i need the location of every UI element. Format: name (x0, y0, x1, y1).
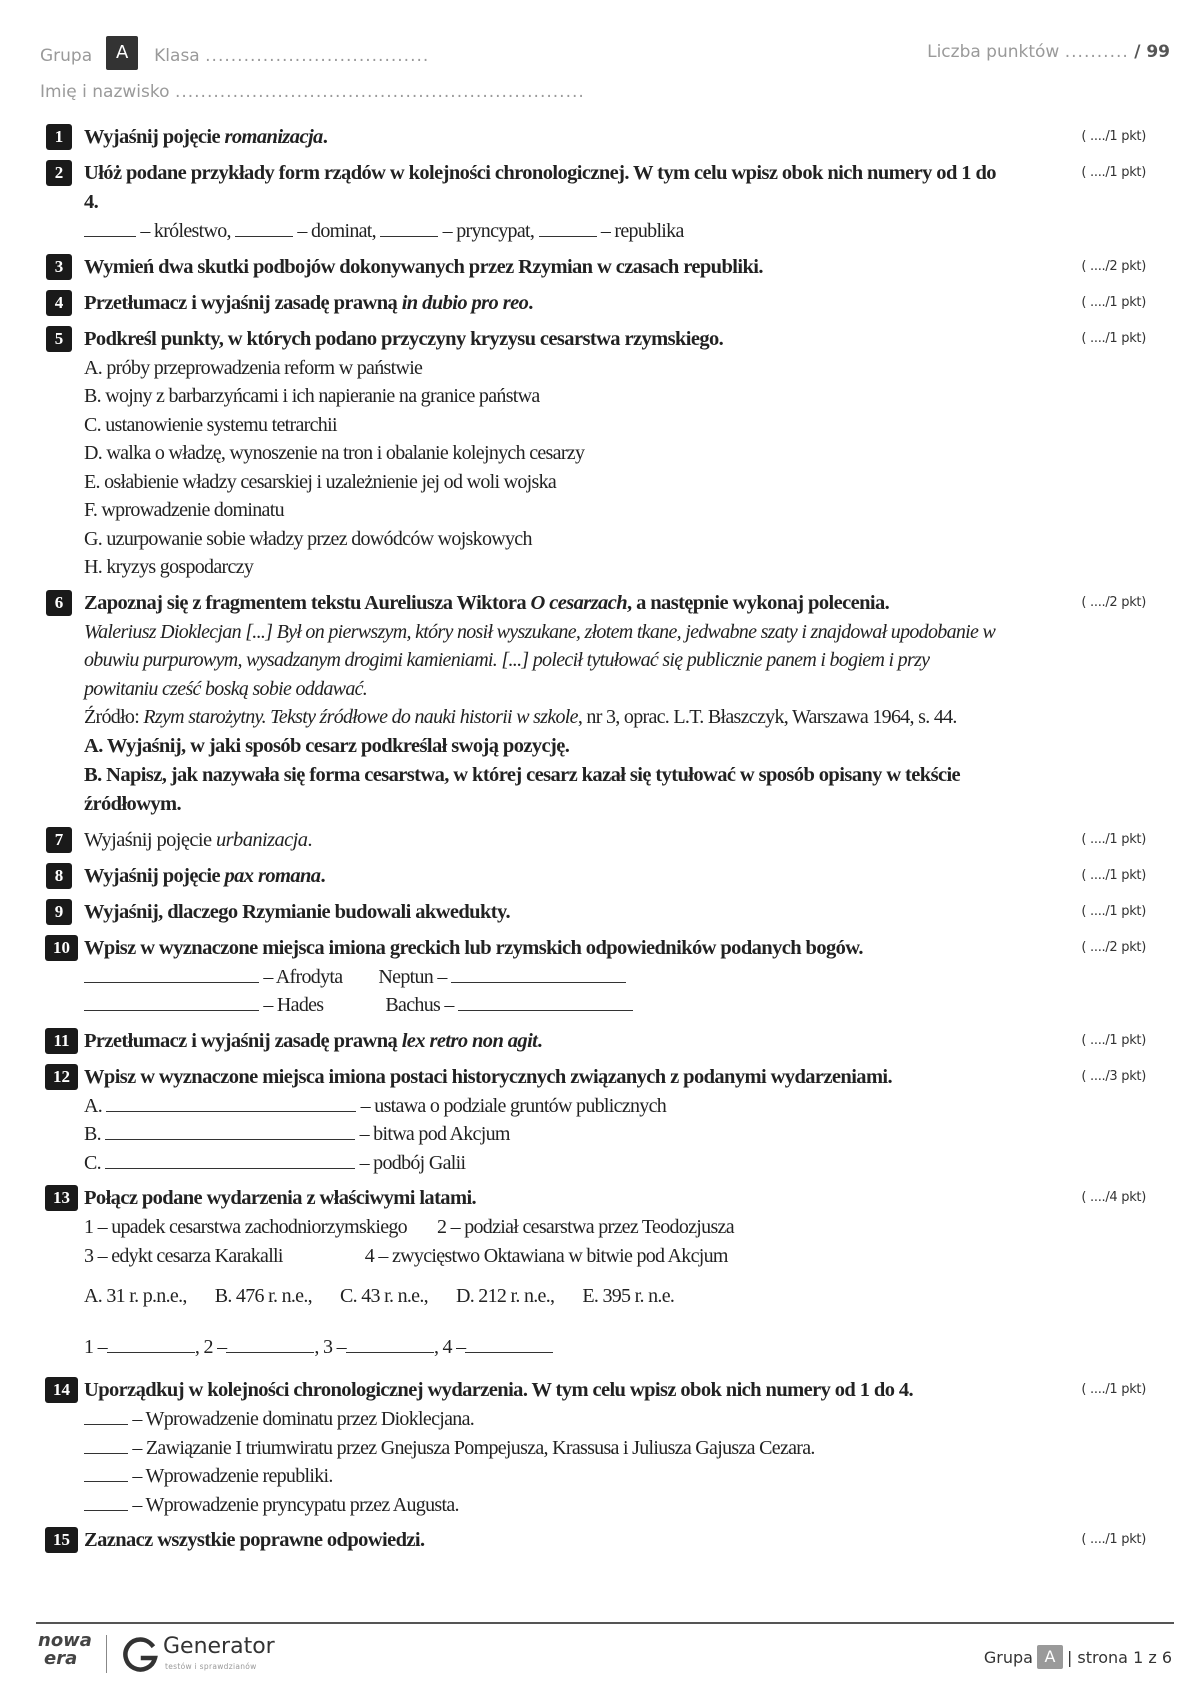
row-label: C. (84, 1151, 101, 1174)
task-number: 5 (46, 326, 72, 352)
task-question (84, 826, 1006, 855)
task-question: Połącz podane wydarzenia z właściwymi latami. (84, 1187, 477, 1209)
option-a[interactable]: A. próby przeprowadzenia reform w państwie (84, 356, 423, 379)
task-7 (46, 826, 1146, 855)
answer-row-2 (84, 991, 1006, 1020)
item-text: – Wprowadzenie pryncypatu przez Augusta. (132, 1493, 459, 1516)
subtask-b: B. Napisz, jak nazywała się forma cesarstwa, w której cesarz kazał się tytułować w sposób opisany w tekście źródłowym. (84, 763, 961, 815)
task-points: ( ..../1 pkt) (1081, 294, 1146, 310)
question-text: Zapoznaj się z fragmentem tekstu Aureliusza Wiktora (84, 591, 531, 614)
task-points: ( ..../1 pkt) (1081, 330, 1146, 346)
question-term: lex retro non agit (401, 1029, 538, 1052)
question-text-end: , a następnie wykonaj polecenia. (627, 591, 890, 614)
task-11 (46, 1027, 1146, 1056)
answer-blank[interactable] (84, 991, 259, 1011)
question-text: Przetłumacz i wyjaśnij zasadę prawną (84, 291, 402, 314)
answer-blank[interactable] (106, 1092, 356, 1112)
answer-line (84, 217, 1006, 246)
logo-separator (106, 1635, 107, 1673)
year-option: C. 43 r. n.e., (339, 1285, 428, 1307)
order-item (84, 1491, 1006, 1520)
answer-label: , 2 – (194, 1335, 227, 1358)
answer-label: 1 – (84, 1335, 107, 1358)
question-punct: . (307, 828, 312, 851)
answer-blank[interactable] (458, 991, 633, 1011)
god-name: Bachus – (385, 994, 454, 1016)
task-points: ( ..../1 pkt) (1081, 867, 1146, 883)
task-question: Zaznacz wszystkie poprawne odpowiedzi. (84, 1529, 425, 1551)
task-9 (46, 898, 1146, 927)
footer-group-badge: A (1037, 1645, 1063, 1669)
name-label: Imię i nazwisko (40, 82, 170, 102)
option-c[interactable]: C. ustanowienie systemu tetrarchii (84, 413, 337, 436)
answer-blank[interactable] (539, 217, 597, 237)
class-field[interactable]: ................................... (205, 46, 430, 66)
task-points: ( ..../1 pkt) (1081, 165, 1146, 180)
task-number: 9 (46, 899, 72, 925)
question-punct: . (537, 1029, 542, 1052)
answer-row-c (84, 1149, 1006, 1178)
task-8 (46, 862, 1146, 891)
task-4 (46, 289, 1146, 318)
generator-subtitle: testów i sprawdzianów (165, 1662, 257, 1671)
row-text: – bitwa pod Akcjum (359, 1123, 510, 1145)
question-text: Wyjaśnij pojęcie (84, 126, 225, 148)
answer-row-b (84, 1120, 1006, 1149)
task-question: Uporządkuj w kolejności chronologicznej wydarzenia. W tym celu wpisz obok nich numery od 1 do 4. (84, 1379, 914, 1401)
task-15 (46, 1526, 1146, 1555)
question-punct: . (320, 864, 325, 887)
question-punct: . (528, 291, 533, 314)
answer-blank[interactable] (346, 1333, 434, 1353)
citation-details: , nr 3, oprac. L.T. Błaszczyk, Warszawa 1964, s. 44. (577, 706, 957, 728)
task-question: Wpisz w wyznaczone miejsca imiona postaci historycznych związanych z podanymi wydarzeniami. (84, 1065, 893, 1088)
year-option: E. 395 r. n.e. (582, 1285, 675, 1307)
year-option: B. 476 r. n.e., (214, 1285, 312, 1307)
task-points: ( ..../4 pkt) (1081, 1190, 1146, 1205)
task-points: ( ..../1 pkt) (1081, 903, 1146, 919)
footer-divider (36, 1622, 1174, 1624)
name-field[interactable]: ................................................................ (174, 82, 585, 102)
task-question: Wyjaśnij, dlaczego Rzymianie budowali akwedukty. (84, 900, 511, 923)
item-text: – Wprowadzenie republiki. (132, 1465, 333, 1487)
logo-line-2: era (44, 1648, 78, 1669)
question-term: in dubio pro reo (401, 291, 529, 314)
event-text: 4 – zwycięstwo Oktawiana w bitwie pod Akcjum (364, 1244, 728, 1267)
group-badge: A (106, 36, 138, 70)
answer-row-1 (84, 963, 1006, 992)
answer-blank[interactable] (105, 1120, 355, 1140)
task-number: 13 (45, 1185, 78, 1211)
row-text: – ustawa o podziale gruntów publicznych (360, 1094, 667, 1117)
task-number: 11 (45, 1028, 78, 1054)
question-text: Wyjaśnij pojęcie (84, 864, 225, 887)
event-text: 3 – edykt cesarza Karakalli (84, 1244, 283, 1267)
year-option: D. 212 r. n.e., (455, 1285, 555, 1307)
task-number: 2 (46, 160, 72, 186)
answer-blank[interactable] (235, 217, 293, 237)
task-question (84, 589, 1006, 618)
points-label: Liczba punktów (927, 42, 1060, 62)
option-h[interactable]: H. kryzys gospodarczy (84, 556, 254, 578)
question-term: urbanizacja (216, 828, 308, 851)
answer-blank[interactable] (105, 1149, 355, 1169)
task-points: ( ..../1 pkt) (1081, 129, 1146, 144)
task-points: ( ..../1 pkt) (1081, 1032, 1146, 1048)
header-points (927, 42, 1170, 62)
task-3 (46, 253, 1146, 282)
god-name: Neptun – (378, 965, 447, 988)
task-points: ( ..../2 pkt) (1081, 939, 1146, 955)
page-number: | strona 1 z 6 (1066, 1647, 1172, 1667)
task-points: ( ..../1 pkt) (1081, 831, 1146, 847)
question-text: Przetłumacz i wyjaśnij zasadę prawną (84, 1029, 402, 1052)
order-item (84, 1462, 1006, 1491)
task-number: 6 (46, 590, 72, 616)
answer-blank[interactable] (84, 1491, 128, 1511)
task-2 (46, 159, 1146, 246)
item-text: – królestwo, (140, 220, 231, 242)
task-points: ( ..../2 pkt) (1081, 594, 1146, 610)
answer-label: , 4 – (433, 1335, 466, 1358)
task-question: Wpisz w wyznaczone miejsca imiona greckich lub rzymskich odpowiedników podanych bogów. (84, 936, 863, 959)
test-content (46, 123, 1146, 1562)
task-5 (46, 325, 1146, 582)
events-row-2 (84, 1242, 1006, 1271)
task-number: 4 (46, 290, 72, 316)
question-text: Wyjaśnij pojęcie (84, 828, 217, 851)
item-text: – dominat, (297, 220, 376, 242)
task-number: 7 (46, 827, 72, 853)
task-question: Wymień dwa skutki podbojów dokonywanych przez Rzymian w czasach republiki. (84, 255, 763, 278)
years-row (84, 1282, 1006, 1311)
answer-blank[interactable] (84, 1405, 128, 1425)
task-question (84, 123, 1006, 152)
task-number: 8 (46, 863, 72, 889)
task-12 (46, 1063, 1146, 1178)
option-b[interactable]: B. wojny z barbarzyńcami i ich napieranie na granice państwa (84, 385, 540, 407)
task-13 (46, 1184, 1146, 1369)
events-row-1 (84, 1213, 1006, 1242)
points-field[interactable]: .......... (1064, 42, 1129, 62)
question-term: romanizacja (224, 126, 323, 148)
year-option: A. 31 r. p.n.e., (84, 1285, 187, 1307)
answers-row (84, 1333, 1006, 1362)
row-text: – podbój Galii (359, 1151, 466, 1174)
option-d[interactable]: D. walka o władzę, wynoszenie na tron i obalanie kolejnych cesarzy (84, 442, 585, 464)
option-g[interactable]: G. uzurpowanie sobie władzy przez dowódców wojskowych (84, 527, 532, 550)
question-term: pax romana (224, 864, 321, 887)
subtask-a: A. Wyjaśnij, w jaki sposób cesarz podkreślał swoją pozycję. (84, 734, 570, 757)
item-text: – pryncypat, (442, 220, 535, 242)
class-label: Klasa (154, 46, 200, 66)
source-quote: Waleriusz Dioklecjan [...] Był on pierwszym, który nosił wyszukane, złotem tkane, jedwabne szaty i znajdował upodobanie w obuwiu purpurowym, wysadzanym drogimi kamieniami. [...] polecił tytułować się publicznie panem i bogiem i przy powitaniu cześć boską sobie oddawać. (84, 620, 996, 700)
answer-blank[interactable] (84, 1462, 128, 1482)
answer-blank[interactable] (451, 963, 626, 983)
generator-title: Generator (163, 1634, 275, 1659)
task-points: ( ..../3 pkt) (1081, 1068, 1146, 1084)
option-f[interactable]: F. wprowadzenie dominatu (84, 499, 284, 521)
task-number: 14 (45, 1377, 78, 1403)
task-question: Ułóż podane przykłady form rządów w kolejności chronologicznej. W tym celu wpisz obok nich numery od 1 do 4. (84, 162, 996, 213)
event-text: 2 – podział cesarstwa przez Teodozjusza (437, 1216, 734, 1238)
god-name: – Hades (263, 994, 324, 1016)
task-points: ( ..../2 pkt) (1081, 258, 1146, 274)
order-item (84, 1405, 1006, 1434)
question-punct: . (322, 126, 328, 148)
answer-blank[interactable] (465, 1333, 553, 1353)
task-points: ( ..../1 pkt) (1081, 1532, 1146, 1547)
generator-logo-icon (122, 1636, 160, 1674)
question-term: O cesarzach (530, 591, 628, 614)
task-question (84, 862, 1006, 891)
event-text: 1 – upadek cesarstwa zachodniorzymskiego (84, 1216, 407, 1238)
row-label: A. (84, 1094, 103, 1117)
answer-blank[interactable] (107, 1333, 195, 1353)
task-number: 3 (46, 254, 72, 280)
answer-blank[interactable] (226, 1333, 314, 1353)
answer-row-a (84, 1092, 1006, 1121)
answer-label: , 3 – (314, 1335, 346, 1358)
task-6 (46, 589, 1146, 819)
task-question (84, 289, 1006, 318)
task-question: Podkreśl punkty, w których podano przyczyny kryzysu cesarstwa rzymskiego. (84, 327, 724, 350)
header-left (40, 42, 429, 70)
task-number: 10 (45, 935, 78, 961)
task-number: 12 (45, 1064, 78, 1090)
answer-blank[interactable] (84, 217, 136, 237)
nowa-era-logo (38, 1632, 90, 1674)
task-question (84, 1027, 1006, 1056)
citation-label: Źródło: (84, 706, 144, 728)
footer-group-label: Grupa (983, 1647, 1033, 1667)
task-points: ( ..../1 pkt) (1081, 1382, 1146, 1397)
source-citation (84, 703, 1006, 732)
option-e[interactable]: E. osłabienie władzy cesarskiej i uzależnienie jej od woli wojska (84, 470, 557, 493)
item-text: – republika (600, 220, 684, 242)
answer-blank[interactable] (84, 1434, 128, 1454)
task-10 (46, 934, 1146, 1020)
name-row (40, 82, 585, 102)
group-label: Grupa (40, 46, 93, 66)
task-14 (46, 1376, 1146, 1519)
god-name: – Afrodyta (263, 965, 343, 988)
points-max: / 99 (1134, 42, 1170, 62)
answer-blank[interactable] (84, 963, 259, 983)
order-item (84, 1434, 1006, 1463)
row-label: B. (84, 1123, 101, 1145)
task-number: 15 (45, 1527, 78, 1553)
page-header (40, 38, 1170, 68)
item-text: – Zawiązanie I triumwiratu przez Gnejusza Pompejusza, Krassusa i Juliusza Gajusza Cezara. (132, 1436, 815, 1459)
citation-title: Rzym starożytny. Teksty źródłowe do nauki historii w szkole (143, 706, 578, 728)
task-number: 1 (46, 124, 72, 150)
answer-blank[interactable] (380, 217, 438, 237)
logo-line-1: nowa (38, 1630, 92, 1651)
item-text: – Wprowadzenie dominatu przez Dioklecjana. (132, 1408, 475, 1430)
task-1 (46, 123, 1146, 152)
footer-page-info (984, 1645, 1172, 1669)
